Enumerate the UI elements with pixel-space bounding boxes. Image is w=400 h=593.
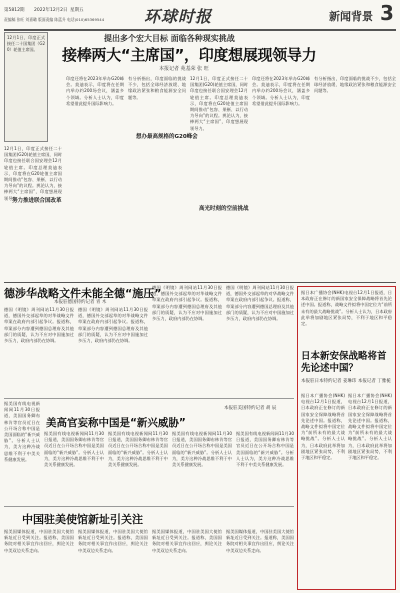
- japan-intro-text: 据日本广播协会(NHK)电视台12月1日报道，日本政府正在修订的新国家安全保障战略将首先论述中国。报道称，战略文件拟将中国定位为“前所未有的最大战略挑战”。分析人士认为，日本政府此举将加剧地区紧张局势，不利于地区和平稳定。: [301, 290, 392, 327]
- lead-story: [4, 32, 396, 282]
- us-divider: [4, 506, 294, 507]
- embassy-headline: 中国驻美使馆新址引关注: [22, 513, 143, 526]
- masthead: [4, 3, 396, 29]
- issue-weekday: 星期五: [70, 8, 84, 13]
- lead-byline: 本报记者 苑基荣 张 旺: [159, 66, 209, 72]
- editor-credits: 责编稿 张旺 刘嘉璐 版面责编 陈蓝升 电话(010)65369544: [4, 17, 105, 22]
- embassy-col-1: 据美国媒体报道，中国驻美国大使馆新址近日受到关注。报道称，美国国务院对相关事宜作出回应，舆论关注中美双边关系走向。: [4, 529, 74, 553]
- lead-column-6: 有分析指出，印度面临的挑战不少，包括全球经济放缓、地缘政治紧张和粮食能源安全问题等。: [314, 76, 396, 94]
- germany-col-4: 德国《明镜》周刊网站11月30日报道，德国外交部起草的对华战略文件草案在政府内部引起争议。报道称，草案部分内容遭到德国总理府及其他部门的质疑，认为不应对中国施加过多压力，政府内部仍在协调。: [226, 285, 294, 322]
- germany-col-3: 德国《明镜》周刊网站11月30日报道，德国外交部起草的对华战略文件草案在政府内部引起争议。报道称，草案部分内容遭到德国总理府及其他部门的质疑，认为不应对中国施加过多压力，政府内部仍在协调。: [152, 285, 222, 322]
- lead-column-1: 12月1日，印度正式接任二十国集团(G20)轮值主席国，同时印度也接任联合国安理会12月轮值主席。印度总理莫迪表示，印度将在G20轮值主席国期间推动“包容、果断、以行动为导向”的议程。舆论认为，接棒两大“主席国”，印度想展现领导力。: [4, 146, 62, 201]
- lead-headline: 接棒两大“主席国”，印度想展现领导力: [62, 46, 317, 64]
- story-japan: [297, 286, 396, 590]
- story-germany: [4, 285, 294, 397]
- intro-box-text: 12月1日，印度正式接任二十国集团（G20）轮值主席国。: [7, 35, 45, 53]
- section-title: 新闻背景: [329, 10, 373, 23]
- germany-col-2: 德国《明镜》周刊网站11月30日报道，德国外交部起草的对华战略文件草案在政府内部引起争议。报道称，草案部分内容遭到德国总理府及其他部门的质疑，认为不应对中国施加过多压力，政府内部仍在协调。: [78, 307, 148, 344]
- page-number: 3: [380, 1, 394, 25]
- lead-column-3: 有分析指出，印度面临的挑战不少，包括全球经济放缓、地缘政治紧张和粮食能源安全问题等。: [128, 76, 186, 100]
- japan-col-2: 据日本广播协会(NHK)电视台12月1日报道，日本政府正在修订的新国家安全保障战略将首先论述中国。报道称，战略文件拟将中国定位为“前所未有的最大战略挑战”。分析人士认为，日本政府此举将加剧地区紧张局势，不利于地区和平稳定。: [348, 393, 392, 461]
- lead-column-4: 12月1日，印度正式接任二十国集团(G20)轮值主席国，同时印度也接任联合国安理会12月轮值主席。印度总理莫迪表示，印度将在G20轮值主席国期间推动“包容、果断、以行动为导向”的议程。舆论认为，接棒两大“主席国”，印度想展现领导力。: [190, 76, 248, 131]
- subhead-reform: 努力推进联合国改革: [12, 198, 62, 204]
- story-embassy: [4, 509, 294, 591]
- germany-divider: [4, 398, 294, 399]
- lead-column-5: 印度还将在2023年举办G20峰会。莫迪表示，印度将在任期内举办约200场会议，涵盖多个领域。分析人士认为，印度希望借此提升国际影响力。: [252, 76, 310, 106]
- issue-number: 第5812期: [4, 8, 25, 13]
- japan-headline: 日本新安保战略将首先论述中国？: [301, 351, 387, 374]
- us-headline: 美高官妄称中国是“新兴威胁”: [46, 417, 186, 429]
- us-col-2: 据美国有线电视新闻网11月30日报道，美国国务卿布林肯等官员近日在公开场合称中国是美国面临的“新兴威胁”。分析人士认为，美方这种冷战思维不利于中美关系健康发展。: [44, 431, 104, 468]
- japan-byline: 本报驻日本特约记者 姜琳玮 本报记者 丁雅栀: [301, 379, 391, 384]
- issue-date: 2022年12月2日: [34, 8, 68, 13]
- lead-subtitle: 提出多个宏大目标 面临各种现实挑战: [104, 34, 235, 43]
- lead-divider: [4, 282, 396, 283]
- japan-col-1: 据日本广播协会(NHK)电视台12月1日报道，日本政府正在修订的新国家安全保障战略将首先论述中国。报道称，战略文件拟将中国定位为“前所未有的最大战略挑战”。分析人士认为，日本政府此举将加剧地区紧张局势，不利于地区和平稳定。: [301, 393, 345, 461]
- masthead-divider: [4, 29, 396, 31]
- lead-column-2: 印度还将在2023年举办G20峰会。莫迪表示，印度将在任期内举办约200场会议，涵盖多个领域。分析人士认为，印度希望借此提升国际影响力。: [66, 76, 124, 106]
- germany-col-1: 德国《明镜》周刊网站11月30日报道，德国外交部起草的对华战略文件草案在政府内部引起争议。报道称，草案部分内容遭到德国总理府及其他部门的质疑，认为不应对中国施加过多压力，政府内部仍在协调。: [4, 307, 74, 344]
- us-col-3: 据美国有线电视新闻网11月30日报道，美国国务卿布林肯等官员近日在公开场合称中国是美国面临的“新兴威胁”。分析人士认为，美方这种冷战思维不利于中美关系健康发展。: [108, 431, 168, 468]
- embassy-col-2: 据美国媒体报道，中国驻美国大使馆新址近日受到关注。报道称，美国国务院对相关事宜作出回应，舆论关注中美双边关系走向。: [78, 529, 148, 553]
- subhead-challenges: 高光时刻的空前挑战: [199, 206, 249, 212]
- us-col-1: 据美国有线电视新闻网11月30日报道，美国国务卿布林肯等官员近日在公开场合称中国是美国面临的“新兴威胁”。分析人士认为，美方这种冷战思维不利于中美关系健康发展。: [4, 401, 40, 462]
- us-col-4: 据美国有线电视新闻网11月30日报道，美国国务卿布林肯等官员近日在公开场合称中国是美国面临的“新兴威胁”。分析人士认为，美方这种冷战思维不利于中美关系健康发展。: [172, 431, 232, 468]
- story-us: [4, 401, 294, 505]
- embassy-col-3: 据美国媒体报道，中国驻美国大使馆新址近日受到关注。报道称，美国国务院对相关事宜作出回应，舆论关注中美双边关系走向。: [152, 529, 222, 553]
- germany-headline: 德涉华战略文件未能全德“施压”: [4, 287, 162, 300]
- germany-byline: 本报驻德国特约记者 青 木: [54, 300, 107, 305]
- us-byline: 本报驻美国特约记者 胡 辰: [224, 406, 277, 411]
- embassy-col-4: 据美国媒体报道，中国驻美国大使馆新址近日受到关注。报道称，美国国务院对相关事宜作出回应，舆论关注中美双边关系走向。: [226, 529, 294, 553]
- subhead-g20-summit: 想办最高规格的G20峰会: [136, 134, 198, 140]
- us-col-5: 据美国有线电视新闻网11月30日报道，美国国务卿布林肯等官员近日在公开场合称中国是美国面临的“新兴威胁”。分析人士认为，美方这种冷战思维不利于中美关系健康发展。: [236, 431, 294, 468]
- intro-box: [4, 32, 48, 142]
- newspaper-logo: 环球时报: [144, 7, 213, 26]
